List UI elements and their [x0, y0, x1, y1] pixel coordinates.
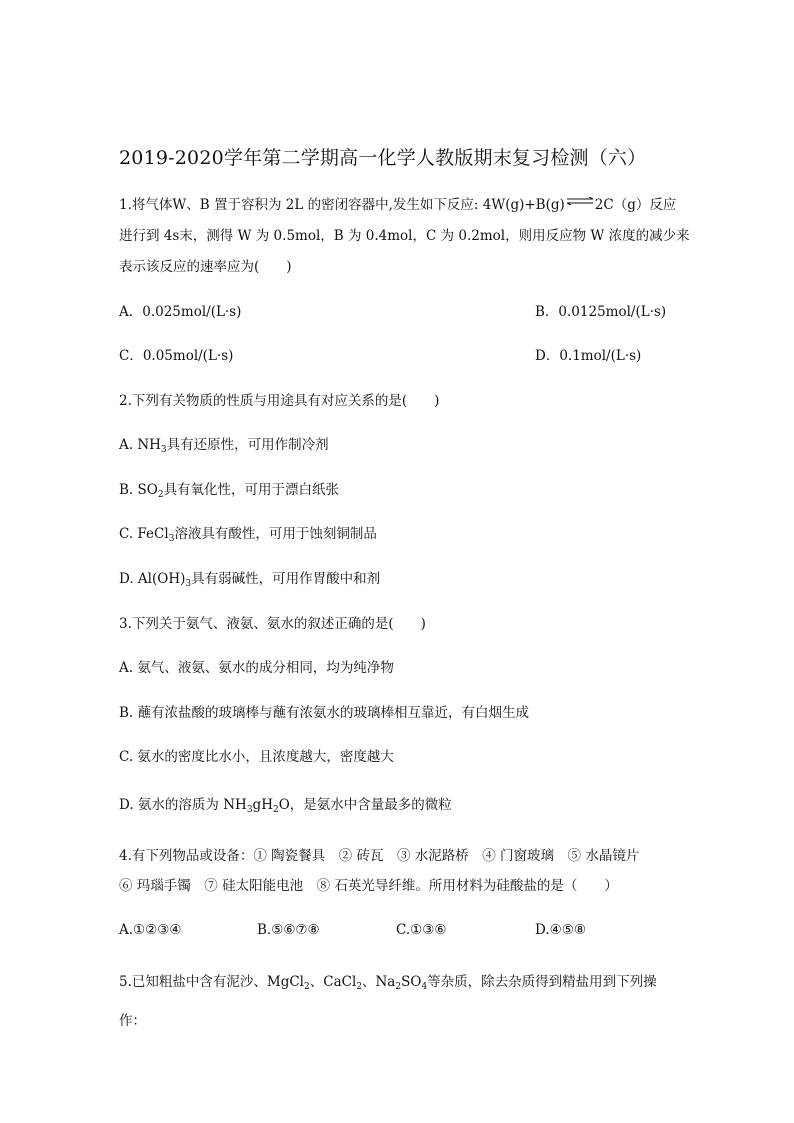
- q2-stem: 2.下列有关物质的性质与用途具有对应关系的是( ): [119, 393, 440, 409]
- q3-option-a: A. 氨气、液氨、氨水的成分相同，均为纯净物: [119, 660, 394, 676]
- q2-option-b: [119, 480, 339, 500]
- q2-option-d-subscript: 3: [185, 579, 192, 589]
- q5-subscript-4: 4: [421, 982, 428, 992]
- q2-option-d-formula: D. Al(OH): [119, 571, 186, 587]
- q1-stem-text-a: 1.将气体W、B 置于容积为 2L 的密闭容器中,发生如下反应: 4W(g)+B(g): [119, 197, 565, 213]
- q2-option-c-text: 溶液具有酸性，可用于蚀刻铜制品: [174, 526, 377, 542]
- q2-option-c-formula: C. FeCl: [119, 526, 169, 542]
- q3-option-d-text-b: gH: [252, 797, 273, 813]
- q5-stem-line1: [119, 972, 657, 992]
- q3-option-c: C. 氨水的密度比水小，且浓度越大，密度越大: [119, 749, 394, 765]
- q1-option-d: D．0.1mol/(L·s): [535, 348, 642, 364]
- q5-subscript-2: 2: [356, 982, 362, 992]
- q1-stem-line3: 表示该反应的速率应为( ): [119, 259, 292, 275]
- q1-stem-text-b: 2C（g）反应: [594, 197, 677, 213]
- q2-option-a-text: 具有还原性，可用作制冷剂: [166, 437, 329, 453]
- q4-option-b: B.⑤⑥⑦⑧: [257, 922, 320, 938]
- q2-option-a-subscript: 3: [160, 445, 167, 455]
- q5-text-5: 等杂质，除去杂质得到精盐用到下列操: [427, 974, 657, 990]
- equilibrium-arrow-icon: [565, 197, 595, 205]
- q5-text-1: 5.已知粗盐中含有泥沙、MgCl: [119, 974, 304, 990]
- q1-stem-line2: 进行到 4s末，测得 W 为 0.5mol，B 为 0.4mol，C 为 0.2mol，则用反应物 W 浓度的减少来: [119, 228, 690, 244]
- page-title: 2019-2020学年第二学期高一化学人教版期末复习检测（六）: [119, 147, 647, 169]
- q1-option-c: C．0.05mol/(L·s): [119, 348, 234, 364]
- q2-option-c: [119, 524, 377, 544]
- q2-option-a: [119, 435, 329, 455]
- q3-option-d-text-c: O，是氨水中含量最多的微粒: [278, 797, 452, 813]
- q2-option-b-text: 具有氧化性，可用于漂白纸张: [163, 482, 340, 498]
- q5-text-2: 、CaCl: [309, 974, 357, 990]
- q1-option-a: A．0.025mol/(L·s): [119, 304, 242, 320]
- q1-stem-line1: [119, 195, 676, 215]
- q3-option-d-text-a: D. 氨水的溶质为 NH: [119, 797, 247, 813]
- q4-option-d: D.④⑤⑧: [535, 922, 586, 938]
- q2-option-c-subscript: 3: [168, 534, 175, 544]
- q3-stem: 3.下列关于氨气、液氨、氨水的叙述正确的是( ): [119, 616, 426, 632]
- q5-text-4: SO: [401, 974, 422, 990]
- q1-option-b: B．0.0125mol/(L·s): [535, 304, 667, 320]
- q4-option-a: A.①②③④: [119, 922, 182, 938]
- q2-option-b-subscript: 2: [157, 490, 164, 500]
- q4-option-c: C.①③⑥: [396, 922, 447, 938]
- q3-option-b: B. 蘸有浓盐酸的玻璃棒与蘸有浓氨水的玻璃棒相互靠近，有白烟生成: [119, 705, 530, 721]
- q2-option-b-formula: B. SO: [119, 482, 158, 498]
- q3-option-d-subscript-1: 3: [246, 805, 253, 815]
- q3-option-d: [119, 795, 452, 815]
- q5-text-3: 、Na: [362, 974, 396, 990]
- q5-subscript-1: 2: [304, 982, 310, 992]
- q4-stem-line2: ⑥ 玛瑙手镯 ⑦ 硅太阳能电池 ⑧ 石英光导纤维。所用材料为硅酸盐的是（ ）: [119, 878, 618, 894]
- q2-option-a-formula: A. NH: [119, 437, 161, 453]
- q4-stem-line1: 4.有下列物品或设备：① 陶瓷餐具 ② 砖瓦 ③ 水泥路桥 ④ 门窗玻璃 ⑤ 水晶镜片: [119, 848, 640, 864]
- q3-option-d-subscript-2: 2: [272, 805, 279, 815]
- q5-stem-line2: 作：: [119, 1013, 146, 1029]
- q2-option-d-text: 具有弱碱性，可用作胃酸中和剂: [191, 571, 381, 587]
- q5-subscript-3: 2: [395, 982, 402, 992]
- q2-option-d: [119, 569, 380, 589]
